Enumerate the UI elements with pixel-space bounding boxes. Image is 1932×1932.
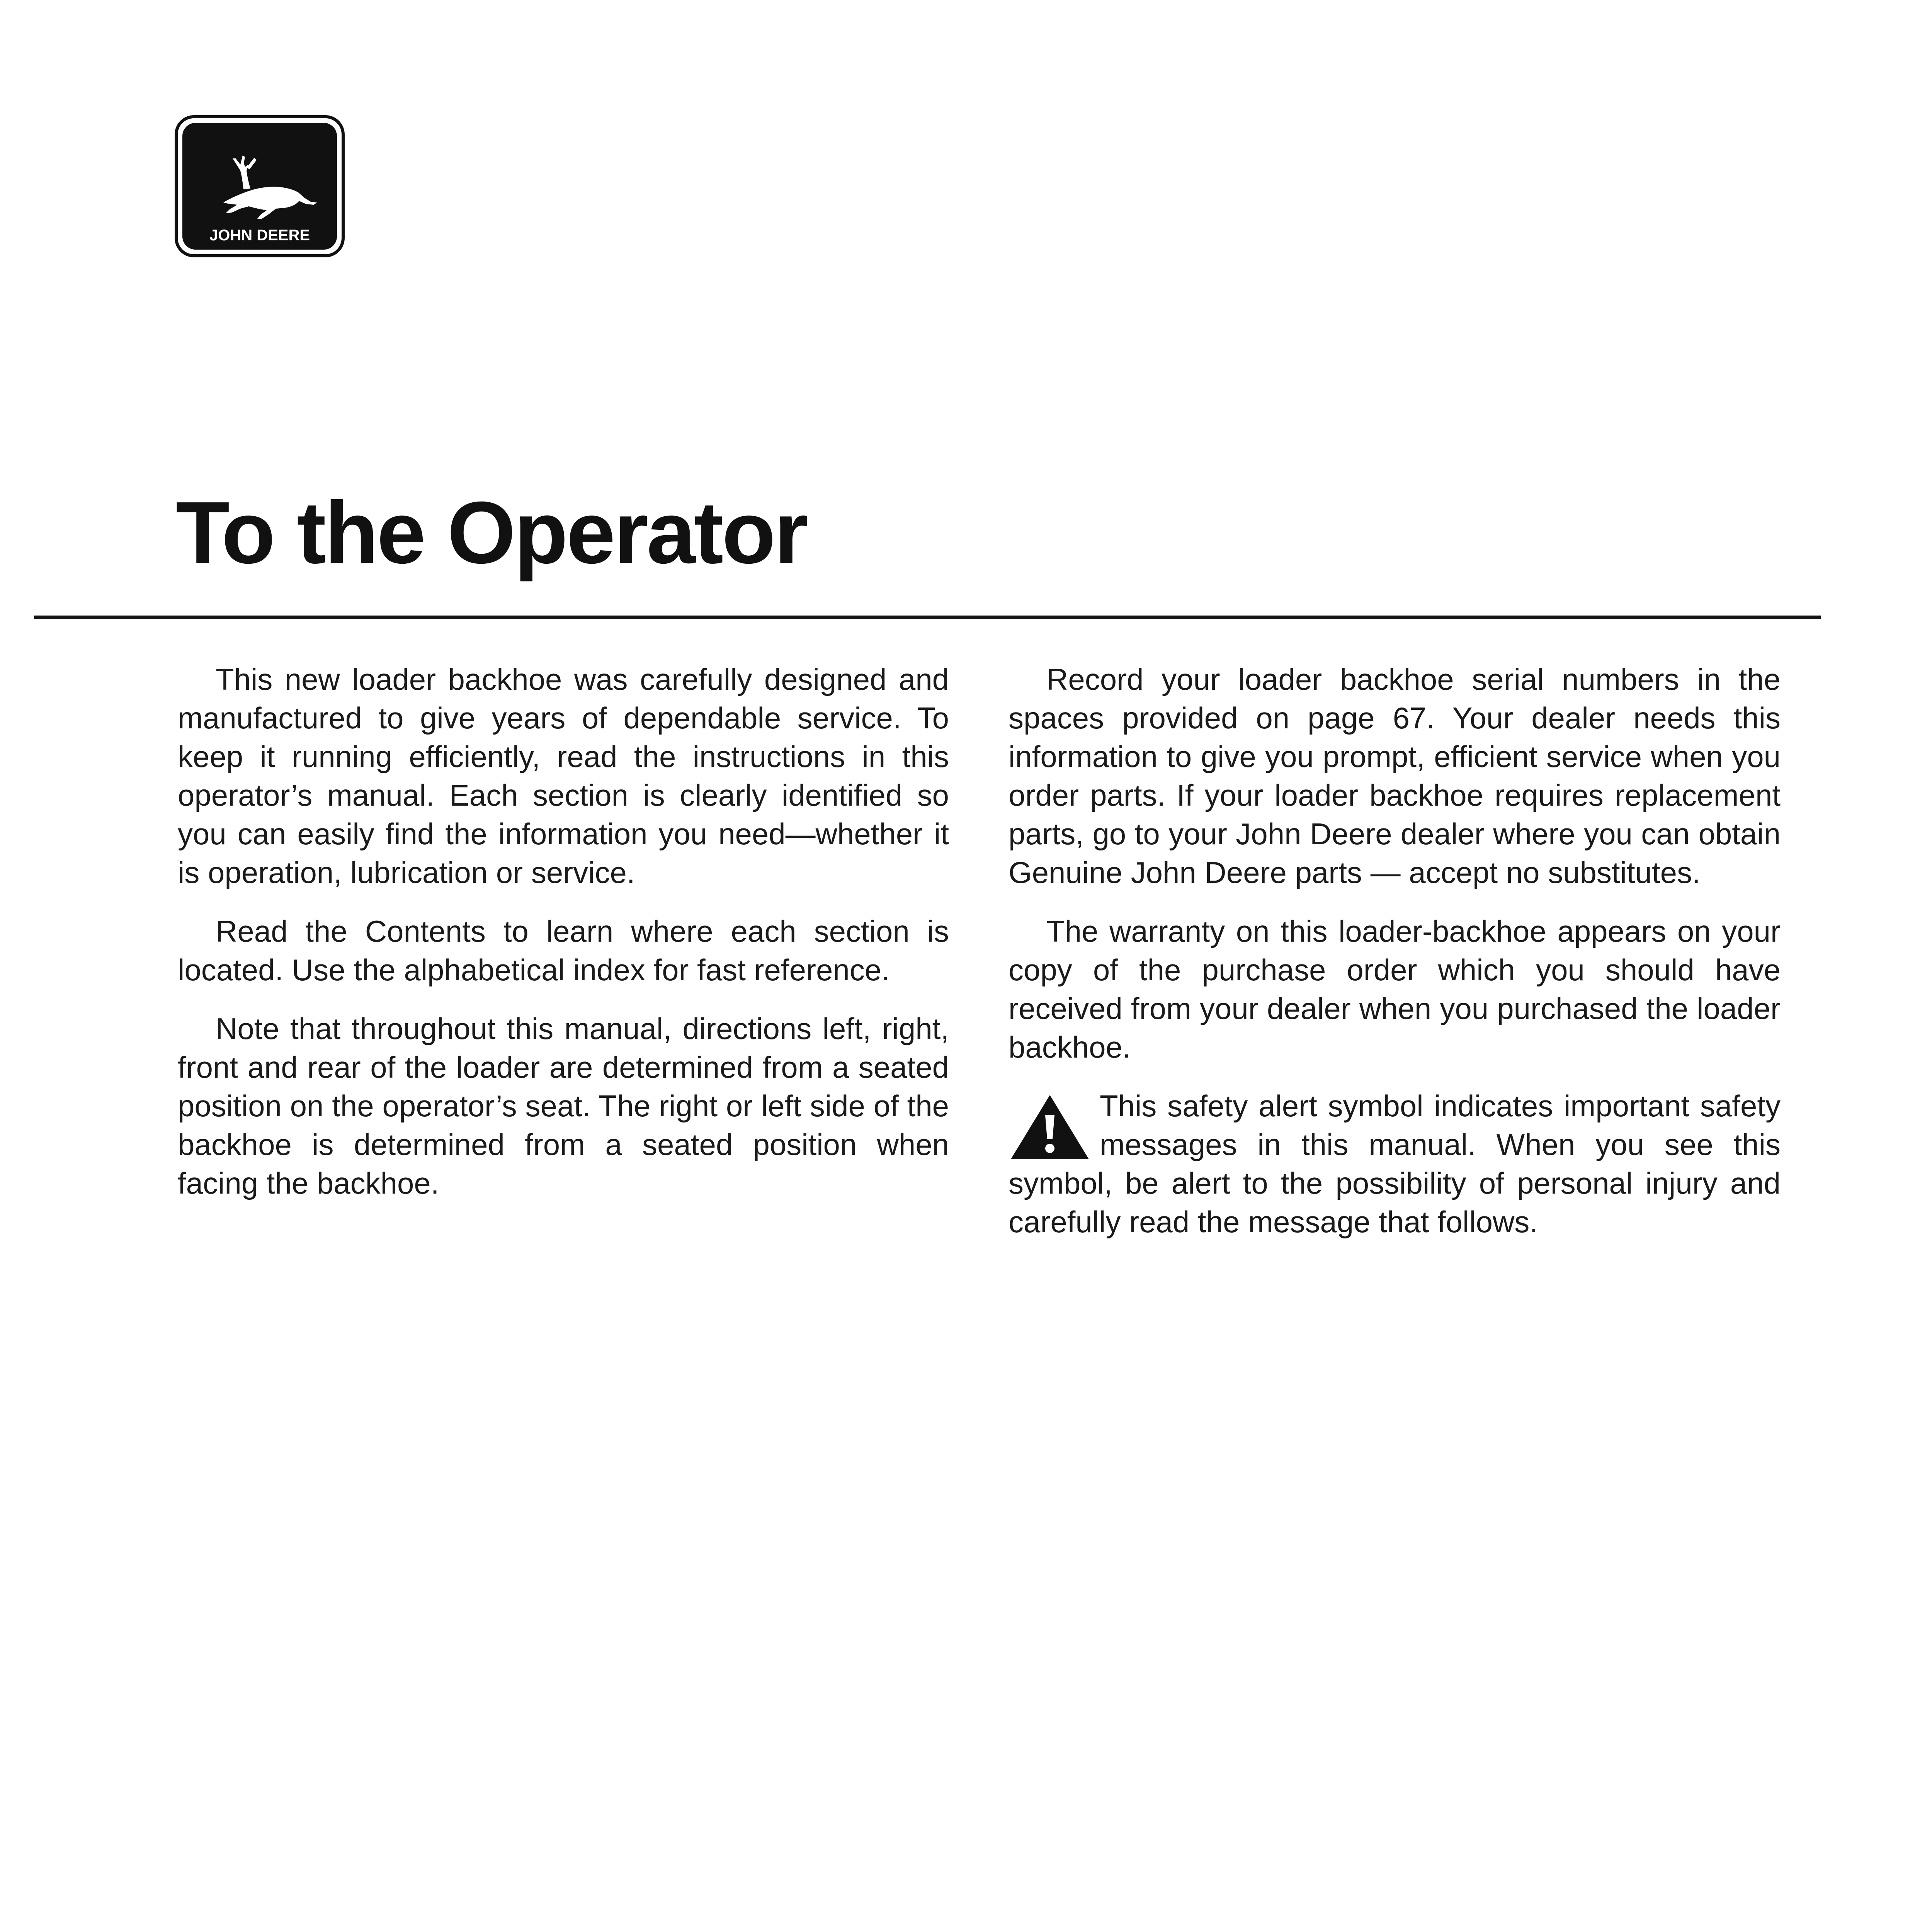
safety-alert-text: This safety alert symbol indicates important safety messages in this manual. When you see this symbol, be alert to the possibility of personal injury and carefully read the message that follows. — [1009, 1089, 1781, 1239]
directions-paragraph: Note that throughout this manual, directions left, right, front and rear of the loader are determined from a seated position on the operator’s seat. The right or left side of the backhoe is determined from a seated position when facing the backhoe. — [178, 1012, 949, 1200]
safety-alert-triangle-icon — [1009, 1093, 1091, 1162]
john-deere-logo — [175, 115, 345, 257]
logo-brand-text: JOHN DEERE — [209, 227, 310, 244]
leaping-deer-logo-icon — [175, 115, 345, 257]
contents-paragraph: Read the Contents to learn where each section is located. Use the alphabetical index for fast reference. — [178, 914, 949, 987]
left-column — [178, 660, 949, 1223]
safety-alert-paragraph — [1009, 1087, 1781, 1241]
title-divider — [34, 616, 1821, 619]
warranty-paragraph: The warranty on this loader-backhoe appears on your copy of the purchase order which you should have received from your dealer when you purchased the loader backhoe. — [1009, 914, 1781, 1064]
right-column — [1009, 660, 1781, 1241]
page-title: To the Operator — [176, 484, 807, 582]
intro-paragraph: This new loader backhoe was carefully designed and manufactured to give years of dependable service. To keep it running efficiently, read the instructions in this operator’s manual. Each section is clearly identified so you can easily find the information you need—whether it is operation, lubrication or service. — [178, 662, 949, 889]
serial-numbers-paragraph: Record your loader backhoe serial numbers in the spaces provided on page 67. Your dealer needs this information to give you prompt, efficient service when you order parts. If your loader backhoe requires replacement parts, go to your John Deere dealer where you can obtain Genuine John Deere parts — accept no substitutes. — [1009, 662, 1781, 889]
